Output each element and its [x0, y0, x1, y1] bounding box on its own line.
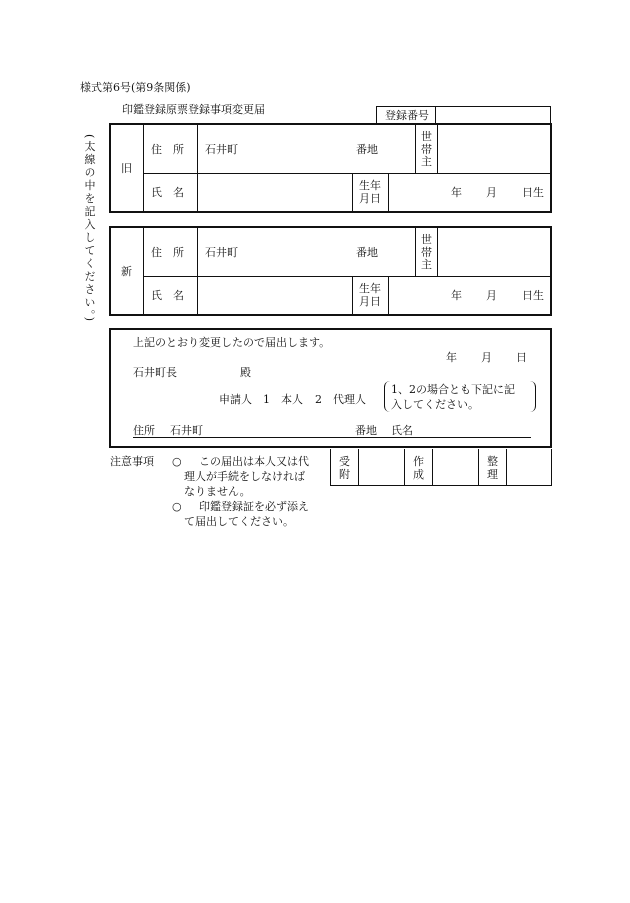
arranged-stamp-field[interactable]	[508, 450, 551, 485]
old-name-label: 氏 名	[151, 186, 184, 199]
prepared-stamp-field[interactable]	[434, 450, 477, 485]
note1-line2: 理人が手続をしなければ	[184, 470, 305, 483]
old-name-field[interactable]	[199, 176, 350, 210]
bracket-note-line1: 1、2の場合とも下記に記	[391, 383, 515, 396]
applicant-address-town: 石井町	[170, 424, 203, 437]
note1-line1: この届出は本人又は代	[199, 455, 309, 468]
new-name-label: 氏 名	[151, 289, 184, 302]
applicant-name-field[interactable]	[418, 420, 530, 436]
applicant-address-banchi: 番地	[355, 424, 377, 437]
old-section-label: 旧	[121, 162, 132, 175]
applicant-option-agent[interactable]: 代理人	[333, 393, 366, 406]
note2-mark: ○	[172, 500, 182, 513]
honorific: 殿	[240, 366, 251, 379]
new-household-head-label: 世帯主	[421, 233, 432, 272]
new-household-head-field[interactable]	[439, 229, 549, 275]
new-address-label: 住 所	[151, 246, 184, 259]
new-name-field[interactable]	[199, 279, 350, 313]
applicant-label: 申請人	[219, 393, 252, 406]
new-address-field[interactable]	[240, 231, 352, 271]
form-number: 様式第6号(第9条関係)	[80, 81, 191, 94]
old-birth-month-unit: 月	[486, 186, 497, 199]
applicant-address-label: 住所	[133, 424, 155, 437]
new-birth-month-unit: 月	[486, 289, 497, 302]
declaration-statement: 上記のとおり変更したので届出します。	[133, 336, 331, 349]
new-birth-year-unit: 年	[451, 289, 462, 302]
side-note: (太線の中を記入してください。)	[83, 134, 96, 324]
form-title: 印鑑登録原票登録事項変更届	[122, 103, 265, 116]
new-address-banchi: 番地	[356, 246, 378, 259]
note1-line3: なりません。	[184, 485, 251, 498]
applicant-option1-number: 1	[263, 393, 270, 406]
declaration-day-unit: 日	[516, 351, 527, 364]
old-household-head-field[interactable]	[439, 126, 549, 172]
new-birth-label: 生年月日	[359, 282, 381, 308]
arranged-label: 整理	[487, 455, 498, 481]
old-household-head-label: 世帯主	[421, 130, 432, 169]
applicant-signature-line	[133, 437, 531, 438]
registration-number-label: 登録番号	[385, 109, 429, 122]
applicant-option2-number: 2	[315, 393, 322, 406]
applicant-address-field[interactable]	[205, 420, 350, 436]
applicant-name-label: 氏名	[391, 424, 413, 437]
new-birth-field[interactable]	[390, 279, 550, 313]
prepared-label: 作成	[413, 455, 424, 481]
old-birth-year-unit: 年	[451, 186, 462, 199]
old-address-town: 石井町	[205, 143, 238, 156]
note2-line2: て届出してください。	[184, 515, 294, 528]
addressee: 石井町長	[133, 366, 177, 379]
received-stamp-field[interactable]	[360, 450, 403, 485]
new-section-label: 新	[121, 265, 132, 278]
declaration-year-unit: 年	[446, 351, 457, 364]
declaration-month-unit: 月	[481, 351, 492, 364]
old-birth-label: 生年月日	[359, 179, 381, 205]
note1-mark: ○	[172, 455, 182, 468]
old-birth-day-unit: 日生	[522, 186, 544, 199]
received-label: 受附	[339, 455, 350, 481]
old-address-banchi: 番地	[356, 143, 378, 156]
notes-heading: 注意事項	[110, 455, 154, 468]
new-birth-day-unit: 日生	[522, 289, 544, 302]
new-address-town: 石井町	[205, 246, 238, 259]
note2-line1: 印鑑登録証を必ず添え	[199, 500, 309, 513]
bracket-note-line2: 入してください。	[391, 398, 479, 411]
applicant-option-self[interactable]: 本人	[281, 393, 303, 406]
old-birth-field[interactable]	[390, 176, 550, 210]
registration-number-field[interactable]	[437, 107, 549, 123]
old-address-label: 住 所	[151, 143, 184, 156]
old-address-field[interactable]	[240, 128, 352, 168]
